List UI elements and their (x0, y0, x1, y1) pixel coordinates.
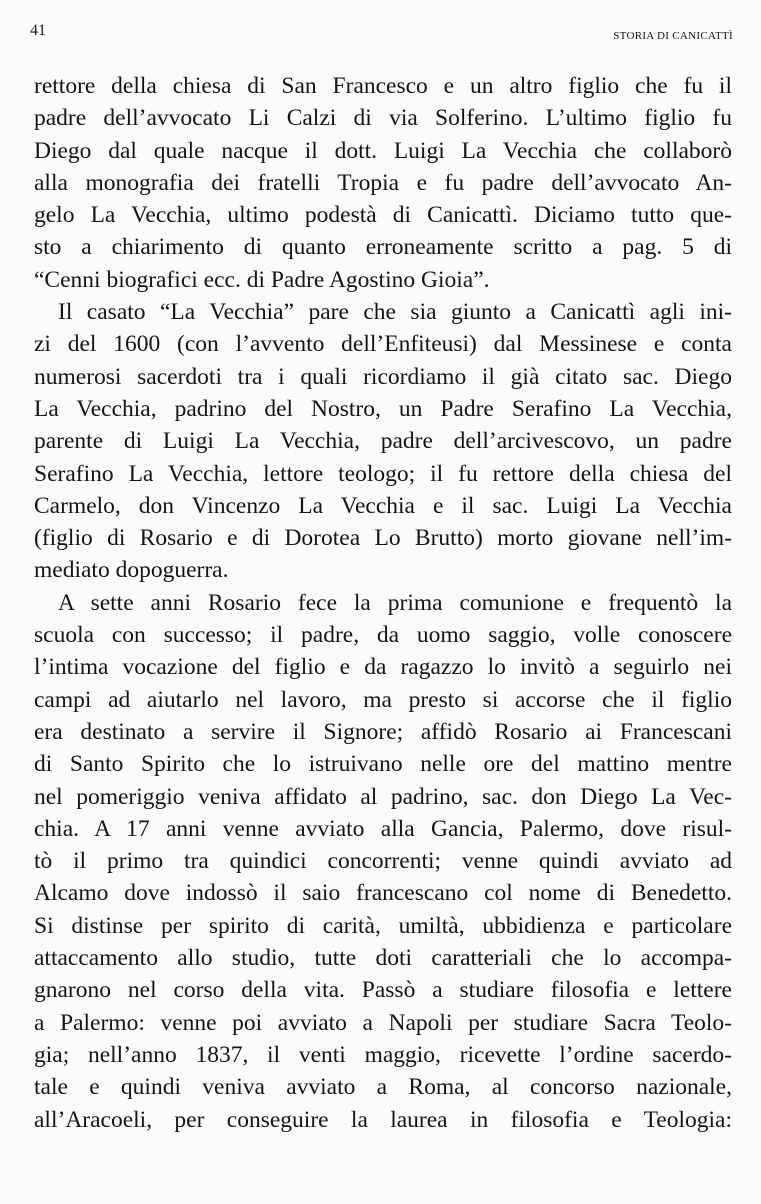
text-line: nel pomeriggio veniva affidato al padrino, sac. don Diego La Vec- (34, 783, 732, 810)
text-line: rettore della chiesa di San Francesco e un altro figlio che fu il (34, 73, 732, 99)
text-line: mediato dopoguerra. (34, 557, 229, 584)
paragraph-3 (34, 587, 732, 1136)
text-line: (figlio di Rosario e di Dorotea Lo Brutto) morto giovane nell’im- (34, 525, 732, 552)
text-line: all’Aracoeli, per conseguire la laurea in filosofia e Teologia: (34, 1106, 732, 1133)
text-line: gelo La Vecchia, ultimo podestà di Canicattì. Diciamo tutto que- (34, 202, 732, 229)
text-line: scuola con successo; il padre, da uomo saggio, volle conoscere (34, 622, 732, 649)
text-line: A sette anni Rosario fece la prima comunione e frequentò la (58, 589, 732, 616)
paragraph-2 (34, 296, 732, 587)
text-line: “Cenni biografici ecc. di Padre Agostino Gioia”. (34, 266, 490, 293)
text-line: alla monografia dei fratelli Tropia e fu padre dell’avvocato An- (34, 169, 732, 196)
text-line: Alcamo dove indossò il saio francescano col nome di Benedetto. (34, 880, 732, 907)
body-text (34, 70, 732, 1136)
text-line: zi del 1600 (con l’avvento dell’Enfiteusi) dal Messinese e conta (34, 331, 732, 358)
text-line: Diego dal quale nacque il dott. Luigi La Vecchia che collaborò (34, 137, 732, 164)
text-line: padre dell’avvocato Li Calzi di via Solferino. L’ultimo figlio fu (34, 105, 732, 132)
text-line: parente di Luigi La Vecchia, padre dell’arcivescovo, un padre (34, 428, 732, 455)
text-line: gia; nell’anno 1837, il venti maggio, ricevette l’ordine sacerdo- (34, 1041, 732, 1068)
text-line: Si distinse per spirito di carità, umiltà, ubbidienza e particolare (34, 912, 732, 939)
text-line: numerosi sacerdoti tra i quali ricordiamo il già citato sac. Diego (34, 363, 732, 390)
text-line: chia. A 17 anni venne avviato alla Gancia, Palermo, dove risul- (34, 815, 732, 842)
text-line: sto a chiarimento di quanto erroneamente scritto a pag. 5 di (34, 234, 732, 261)
text-line: era destinato a servire il Signore; affidò Rosario ai Francescani (34, 718, 732, 745)
text-line: tò il primo tra quindici concorrenti; venne quindi avviato ad (34, 848, 732, 875)
text-line: l’intima vocazione del figlio e da ragazzo lo invitò a seguirlo nei (34, 654, 732, 681)
text-line: Il casato “La Vecchia” pare che sia giunto a Canicattì agli ini- (58, 299, 732, 326)
paragraph-1 (34, 70, 732, 296)
text-line: Serafino La Vecchia, lettore teologo; il fu rettore della chiesa del (34, 460, 732, 487)
text-line: gnarono nel corso della vita. Passò a studiare filosofia e lettere (34, 977, 732, 1004)
text-line: tale e quindi veniva avviato a Roma, al concorso nazionale, (34, 1074, 732, 1101)
text-line: di Santo Spirito che lo istruivano nelle ore del mattino mentre (34, 751, 732, 778)
text-line: campi ad aiutarlo nel lavoro, ma presto si accorse che il figlio (34, 686, 732, 713)
page-number: 41 (30, 22, 46, 39)
running-title: STORIA DI CANICATTÌ (613, 30, 733, 42)
text-line: La Vecchia, padrino del Nostro, un Padre Serafino La Vecchia, (34, 395, 732, 422)
text-line: Carmelo, don Vincenzo La Vecchia e il sac. Luigi La Vecchia (34, 492, 732, 519)
text-line: attaccamento allo studio, tutte doti caratteriali che lo accompa- (34, 945, 732, 972)
page-header (30, 22, 733, 44)
text-line: a Palermo: venne poi avviato a Napoli per studiare Sacra Teolo- (34, 1009, 732, 1036)
